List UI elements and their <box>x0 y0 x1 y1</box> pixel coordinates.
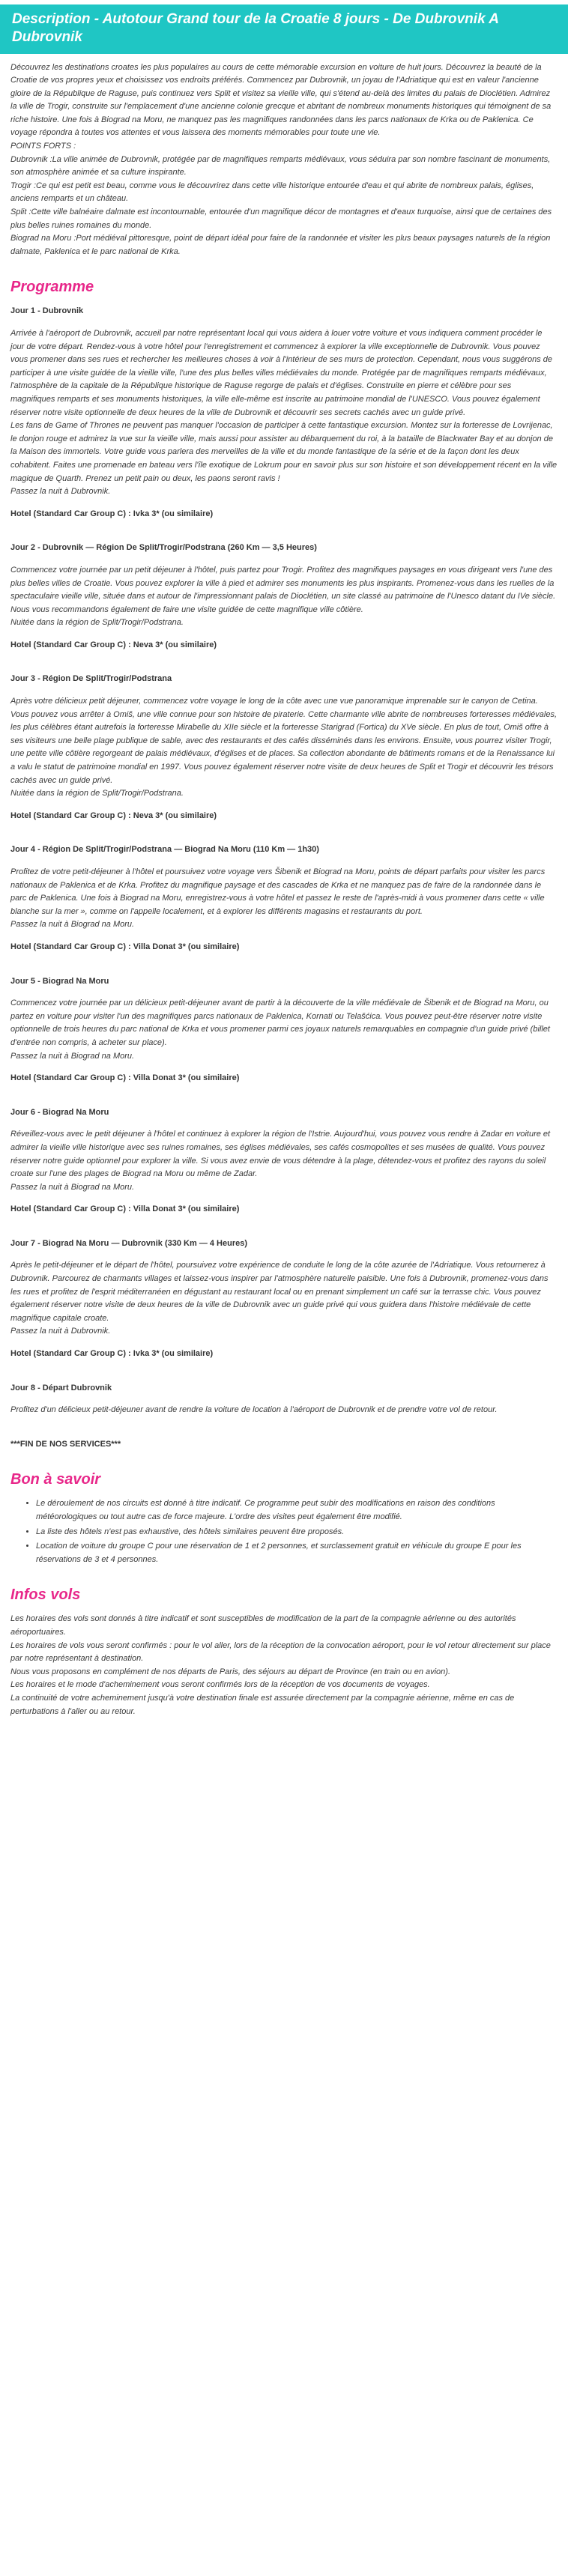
hotel-line: Hotel (Standard Car Group C) : Ivka 3* (ou similaire) <box>10 1349 214 1359</box>
infos-vols-section <box>10 1613 558 1718</box>
day-paragraph: Passez la nuit à Dubrovnik. <box>10 1327 111 1336</box>
point-dubrovnik: Dubrovnik :La ville animée de Dubrovnik, protégée par de magnifiques remparts médiévaux, vous séduira par son nombre fascinant de monuments, son atmosphère animée et sa culture inspirante. <box>10 154 551 178</box>
day-paragraph: Commencez votre journée par un petit déjeuner à l'hôtel, puis partez pour Trogir. Profitez des magnifiques paysages en vous dirigeant vers l'une des plus belles villes de Croatie. Vous pouvez explorer la ville à pied et admirer ses monuments les plus inspirants. Promenez-vous dans les ruelles de la spectaculaire vieille ville, située dans et autour de l'impressionnant palais de Dioclétien, un site classé au patrimoine de l'Unesco datant du IVe siècle. Nous vous recommandons également de faire une visite guidée de cette magnifique ville côtière. <box>10 565 556 614</box>
day-block <box>10 542 558 652</box>
bon-a-savoir-list <box>10 1497 558 1566</box>
day-paragraph: Après le petit-déjeuner et le départ de l'hôtel, poursuivez votre expérience de conduite le long de la côte azurée de l'Adriatique. Vous retournerez à Dubrovnik. Parcourez de charmants villages et laissez-vous inspirer par l'atmosphère naturelle paisible. Une fois à Dubrovnik, promenez-vous dans les rues et profitez de l'esprit méditerranéen en dégustant au restaurant local ou en prenant simplement un café sur la terrasse chic. Vous pouvez également réserver notre visite de deux heures de la ville de Dubrovnik avec un guide privé qui vous guidera dans l'histoire médiévale de cette magnifique capitale croate. <box>10 1261 549 1323</box>
list-item: • Le déroulement de nos circuits est donné à titre indicatif. Ce programme peut subir des modifications en raison des conditions météorologiques ou tout autre cas de force majeure. L'ordre des visites peut également être modifié. <box>36 1497 558 1524</box>
vols-paragraph: Les horaires des vols sont donnés à titre indicatif et sont susceptibles de modification de la part de la compagnie aérienne ou des autorités aéroportuaires. <box>10 1614 516 1637</box>
hotel-line: Hotel (Standard Car Group C) : Villa Donat 3* (ou similaire) <box>10 1073 240 1083</box>
day-paragraph: Passez la nuit à Biograd na Moru. <box>10 920 135 930</box>
point-split: Split :Cette ville balnéaire dalmate est incontournable, entourée d'un magnifique décor de montagnes et d'eaux turquoise, ainsi que de certaines des plus belles ruines romaines du monde. <box>10 207 552 230</box>
day-title: Jour 4 - Région De Split/Trogir/Podstrana — Biograd Na Moru (110 Km — 1h30) <box>10 845 319 855</box>
hotel-line: Hotel (Standard Car Group C) : Villa Donat 3* (ou similaire) <box>10 942 240 951</box>
list-item: • La liste des hôtels n'est pas exhaustive, des hôtels similaires peuvent être proposés. <box>36 1526 558 1539</box>
day-paragraph: Passez la nuit à Dubrovnik. <box>10 487 111 497</box>
day-block <box>10 843 558 954</box>
page-title: Description - Autotour Grand tour de la Croatie 8 jours - De Dubrovnik A Dubrovnik <box>0 4 568 54</box>
day-paragraph: Passez la nuit à Biograd na Moru. <box>10 1051 135 1061</box>
end-of-services: ***FIN DE NOS SERVICES*** <box>10 1439 121 1449</box>
infos-vols-heading: Infos vols <box>10 1586 81 1604</box>
day-description <box>10 866 558 932</box>
programme-days <box>10 305 558 1416</box>
day-title: Jour 5 - Biograd Na Moru <box>10 976 109 986</box>
day-description <box>10 1259 558 1339</box>
day-block <box>10 673 558 822</box>
day-block <box>10 1106 558 1216</box>
day-paragraph: Profitez d'un délicieux petit-déjeuner avant de rendre la voiture de location à l'aéroport de Dubrovnik et de prendre votre vol de retour. <box>10 1405 498 1415</box>
content <box>0 54 568 1731</box>
day-title: Jour 6 - Biograd Na Moru <box>10 1107 109 1117</box>
day-title: Jour 8 - Départ Dubrovnik <box>10 1383 112 1392</box>
day-block <box>10 305 558 521</box>
day-paragraph: Arrivée à l'aéroport de Dubrovnik, accueil par notre représentant local qui vous aidera à louer votre voiture et vous indiquera comment procéder le jour de votre départ. Rendez-vous à votre hôtel pour l'enregistrement et commencez à explorer la ville exceptionnelle de Dubrovnik. Vous pouvez vous promener dans ses rues et rechercher les meilleures choses à voir à l'intérieur de ses murs de protection. Cependant, nous vous suggérons de participer à une visite guidée de la vieille ville, l'une des plus belles villes médiévales du monde. Protégée par de magnifiques remparts médiévaux, l'atmosphère de la capitale de la République historique de Raguse regorge de palais et d'églises. Construite en pierre et célèbre pour ses magnifiques remparts et ses monuments historiques, la ville elle-même est inscrite au patrimoine mondial de l'UNESCO. Vous pouvez également réserver notre visite optionnelle de deux heures de la ville de Dubrovnik et découvrir ses secrets cachés avec un guide privé. <box>10 329 552 417</box>
day-paragraph: Profitez de votre petit-déjeuner à l'hôtel et poursuivez votre voyage vers Šibenik et Biograd na Moru, points de départ parfaits pour visiter les parcs nationaux de Paklenica et de Krka. Profitez du magnifique paysage et des cascades de Krka et ne manquez pas de faire de la randonnée dans le parc de Paklenica. Une fois à Biograd na Moru, enregistrez-vous à votre hôtel et passez le reste de l'après-midi à vous promener dans cette « ville blanche sur la mer », comme on l'appelle localement, et à explorer les différents magasins et restaurants du port. <box>10 867 546 916</box>
day-title: Jour 1 - Dubrovnik <box>10 306 84 316</box>
hotel-line: Hotel (Standard Car Group C) : Villa Donat 3* (ou similaire) <box>10 1204 240 1214</box>
day-paragraph: Nuitée dans la région de Split/Trogir/Podstrana. <box>10 618 184 628</box>
day-block <box>10 1382 558 1417</box>
vols-paragraph: Les horaires de vols vous seront confirmés : pour le vol aller, lors de la réception de la convocation aéroport, pour le vol retour directement sur place par notre représentant à destination. <box>10 1640 551 1664</box>
intro-paragraph: Découvrez les destinations croates les plus populaires au cours de cette mémorable excursion en voiture de huit jours. Découvrez la beauté de la Croatie de vos propres yeux et choisissez vos endroits préférés. Commencez par Dubrovnik, un joyau de l'Adriatique qui est en valeur l'ancienne gloire de la République de Raguse, puis continuez vers Split et visitez sa vieille ville, qui s'étend au-delà des limites du palais de Dioclétien. Admirez la ville de Trogir, construite sur l'emplacement d'une ancienne colonie grecque et abritant de nombreux monuments historiques qui témoignent de sa riche histoire. Une fois à Biograd na Moru, ne manquez pas les magnifiques randonnées dans les parcs nationaux de Krka ou de Paklenica. Ce voyage répondra à toutes vos attentes et vous laissera des moments mémorables pour toute une vie. <box>10 62 552 138</box>
hotel-line: Hotel (Standard Car Group C) : Neva 3* (ou similaire) <box>10 640 217 649</box>
points-title: POINTS FORTS : <box>10 142 76 151</box>
day-paragraph: Passez la nuit à Biograd na Moru. <box>10 1182 135 1192</box>
day-title: Jour 2 - Dubrovnik — Région De Split/Trogir/Podstrana (260 Km — 3,5 Heures) <box>10 543 317 553</box>
list-item: • Location de voiture du groupe C pour une réservation de 1 et 2 personnes, et surclassement gratuit en véhicule du groupe E pour les réservations de 3 et 4 personnes. <box>36 1540 558 1566</box>
day-paragraph: Les fans de Game of Thrones ne peuvent pas manquer l'occasion de participer à cette fantastique excursion. Montez sur la forteresse de Lovrijenac, le donjon rouge et admirez la vue sur la vieille ville, mais aussi pour assister au débarquement du roi, à la bataille de Blackwater Bay et au donjon de la Maison des immortels. Votre guide vous parlera des merveilles de la ville et du monde fantastique de la série et de la façon dont les deux cohabitent. Faites une promenade en bateau vers l'île exotique de Lokrum pour en savoir plus sur son histoire et son développement récent en la ville magique de Quarth. Prenez un petit pain ou deux, les paons seront ravis ! <box>10 421 558 483</box>
day-description <box>10 695 558 801</box>
hotel-line: Hotel (Standard Car Group C) : Ivka 3* (ou similaire) <box>10 509 214 518</box>
day-paragraph: Réveillez-vous avec le petit déjeuner à l'hôtel et continuez à explorer la région de l'Istrie. Aujourd'hui, vous pouvez vous rendre à Zadar en voiture et admirer la vieille ville historique avec ses ruines romaines, ses églises médiévales, ses cafés cosmopolites et ses musées de qualité. Vous pouvez réserver notre guide optionnel pour explorer la ville. Si vous avez envie de vous détendre à la plage, détendez-vous et profitez des rayons du soleil croate sur l'une des plages de Biograd na Moru ou même de Zadar. <box>10 1130 551 1179</box>
programme-heading: Programme <box>10 279 94 296</box>
day-paragraph: Commencez votre journée par un délicieux petit-déjeuner avant de partir à la découverte de la ville médiévale de Šibenik et de Biograd na Moru, ou partez en voiture pour visiter l'un des magnifiques parcs nationaux de Paklenica, Kornati ou Telašćica. Vous pouvez peut-être réserver notre visite optionnelle de trois heures du parc national de Krka et vous promener parmi ces joyaux naturels remarquables en compagnie d'un guide privé (billet d'entrée non compris, à acheter sur place). <box>10 998 550 1047</box>
day-description <box>10 564 558 630</box>
hotel-line: Hotel (Standard Car Group C) : Neva 3* (ou similaire) <box>10 810 217 820</box>
intro-section <box>10 61 558 259</box>
bon-a-savoir-heading: Bon à savoir <box>10 1471 101 1488</box>
day-description <box>10 1404 558 1417</box>
day-block <box>10 975 558 1085</box>
day-block <box>10 1237 558 1361</box>
point-biograd: Biograd na Moru :Port médiéval pittoresque, point de départ idéal pour faire de la randonnée et visiter les plus beaux paysages naturels de la région dalmate, Paklenica et le parc national de Krka. <box>10 234 551 256</box>
vols-paragraph: Les horaires et le mode d'acheminement vous seront confirmés lors de la réception de vos documents de voyages. <box>10 1680 430 1690</box>
day-description <box>10 1128 558 1194</box>
vols-paragraph: La continuité de votre acheminement jusqu'à votre destination finale est assurée directement par la compagnie aérienne, même en cas de perturbations à l'aller ou au retour. <box>10 1693 515 1716</box>
day-title: Jour 7 - Biograd Na Moru — Dubrovnik (330 Km — 4 Heures) <box>10 1238 248 1248</box>
vols-paragraph: Nous vous proposons en complément de nos départs de Paris, des séjours au départ de Province (en train ou en avion). <box>10 1667 451 1676</box>
day-description <box>10 327 558 499</box>
day-description <box>10 997 558 1063</box>
point-trogir: Trogir :Ce qui est petit est beau, comme vous le découvrirez dans cette ville historique entourée d'eau et qui abrite de nombreux palais, églises, anciens remparts et un château. <box>10 181 534 204</box>
day-paragraph: Après votre délicieux petit déjeuner, commencez votre voyage le long de la côte avec une vue panoramique imprenable sur le canyon de Cetina. Vous pouvez vous arrêter à Omiš, une ville connue pour son histoire de piraterie. Cette charmante ville abrite de nombreuses forteresses médiévales, les plus célèbres étant autrefois la forteresse Mirabelle du XIIe siècle et la forteresse Starigrad (Fortica) du XVe siècle. En plus de tout, Omiš offre à ses visiteurs une belle plage publique de sable, avec des restaurants et des cafés disséminés dans les environs. Ensuite, vous pourrez visiter Trogir, une petite ville côtière regorgeant de palais médiévaux, d'églises et de places. Sa collection abondante de bâtiments romans et de la Renaissance lui a valu le statut de patrimoine mondial en 1997. Vous pouvez également réserver notre visite de deux heures de Split et Trogir et découvrir les trésors cachés avec un guide privé. <box>10 697 558 785</box>
day-title: Jour 3 - Région De Split/Trogir/Podstrana <box>10 674 172 684</box>
day-paragraph: Nuitée dans la région de Split/Trogir/Podstrana. <box>10 789 184 798</box>
